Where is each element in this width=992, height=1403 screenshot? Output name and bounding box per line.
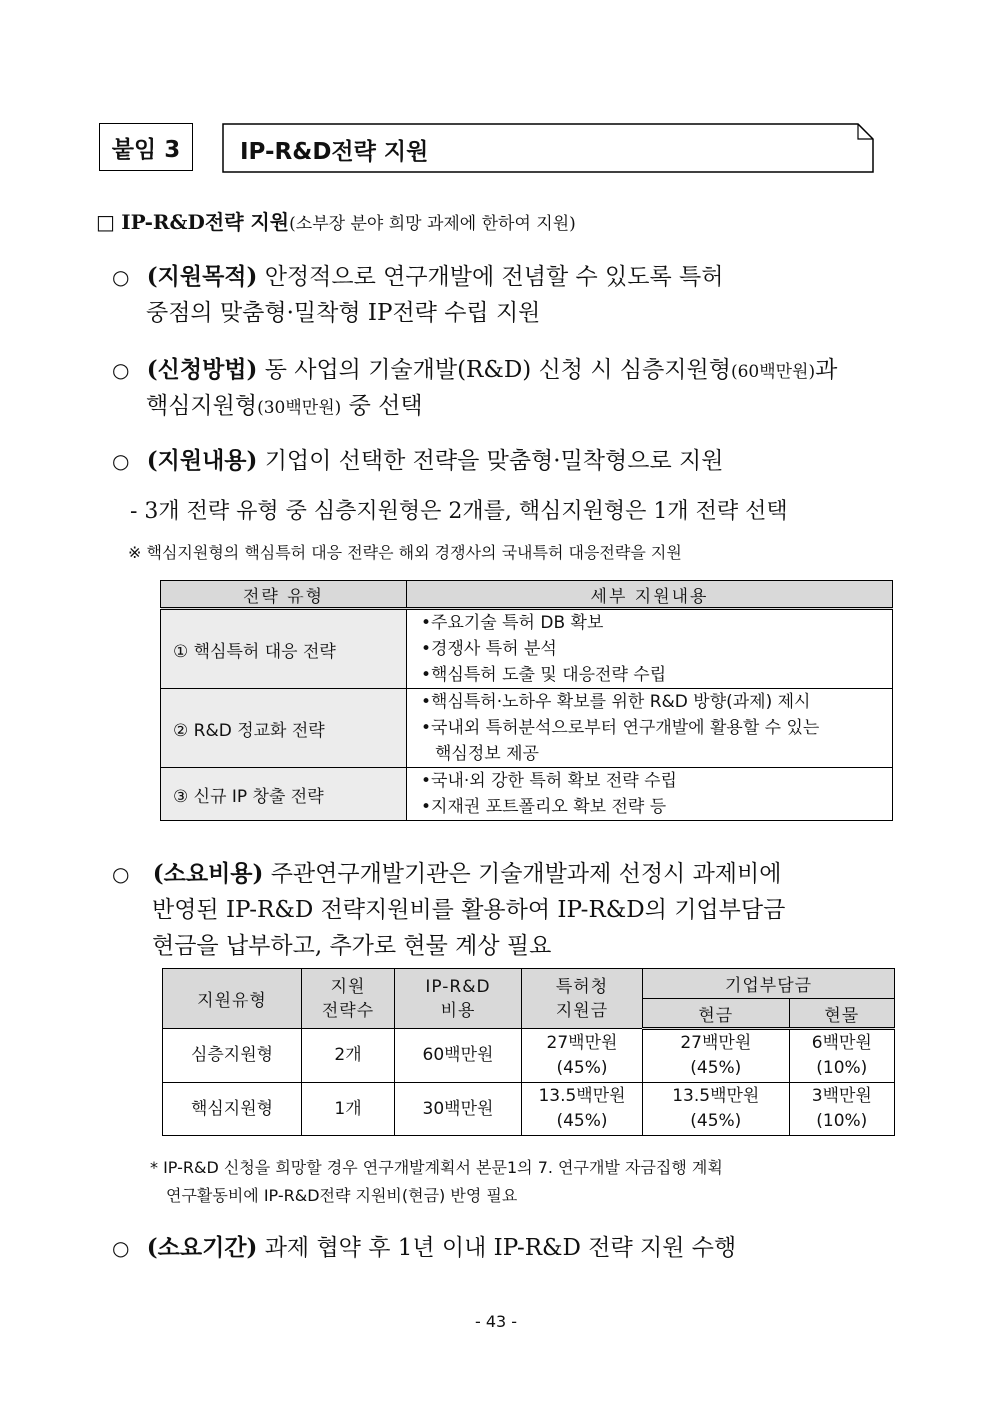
cell-line: 27백만원 <box>680 1033 752 1053</box>
column-header: 세부 지원내용 <box>407 581 893 609</box>
cell-line: 13.5백만원 <box>538 1086 626 1106</box>
table-row <box>163 1083 895 1136</box>
header-line: 전략수 <box>321 1000 375 1021</box>
bullet-purpose-line2: 중점의 맞춤형·밀착형 IP전략 수립 지원 <box>146 300 541 326</box>
column-header: 현물 <box>789 999 894 1029</box>
detail-item: •국내외 특허분석으로부터 연구개발에 활용할 수 있는 <box>421 718 820 738</box>
bullet-text: 주관연구개발기관은 기술개발과제 선정시 과제비에 <box>263 861 782 887</box>
strategy-table <box>160 580 893 821</box>
column-header: 현금 <box>643 999 790 1029</box>
table-row <box>163 1029 895 1083</box>
table-row <box>161 689 893 768</box>
title-box <box>222 123 874 173</box>
cell-kipo <box>522 1029 643 1083</box>
attachment-label: 붙임 3 <box>99 123 193 171</box>
cell-line: (10%) <box>816 1111 868 1131</box>
page-number: - 43 - <box>474 1312 518 1331</box>
bullet-text: 과제 협약 후 1년 이내 IP-R&D 전략 지원 수행 <box>257 1235 737 1261</box>
checkbox-glyph: □ <box>96 210 115 234</box>
strategy-type: ② R&D 정교화 전략 <box>161 689 407 768</box>
strategy-details <box>407 609 893 689</box>
detail-item: •경쟁사 특허 분석 <box>421 639 557 659</box>
note-text: ※ 핵심지원형의 핵심특허 대응 전략은 해외 경쟁사의 국내특허 대응전략을 지원 <box>128 543 682 562</box>
dash-item: - 3개 전략 유형 중 심층지원형은 2개를, 핵심지원형은 1개 전략 선택 <box>130 499 788 524</box>
detail-item: •지재권 포트폴리오 확보 전략 등 <box>421 797 667 817</box>
header-line: IP-R&D <box>425 976 491 997</box>
cell-line: 3백만원 <box>811 1086 872 1106</box>
cell-line: (10%) <box>816 1058 868 1078</box>
bullet-marker: ○ <box>112 449 130 473</box>
bullet-period <box>112 1229 736 1262</box>
bullet-text-small: (60백만원) <box>730 362 816 382</box>
header-line: 지원금 <box>555 1000 609 1021</box>
bullet-marker: ○ <box>112 862 130 886</box>
table-header-row <box>163 969 895 999</box>
detail-item: •주요기술 특허 DB 확보 <box>421 613 604 633</box>
bullet-text: 동 사업의 기술개발(R&D) 신청 시 심층지원형 <box>257 357 731 383</box>
table-row <box>161 768 893 821</box>
cell-line: 13.5백만원 <box>672 1086 760 1106</box>
bullet-marker: ○ <box>112 265 130 289</box>
bullet-cost <box>112 855 781 888</box>
detail-item: 핵심정보 제공 <box>435 744 539 764</box>
bullet-marker: ○ <box>112 358 130 382</box>
bullet-content <box>112 442 723 475</box>
cell-cost: 60백만원 <box>395 1029 522 1083</box>
cell-line: 27백만원 <box>546 1032 618 1053</box>
column-header: 지원유형 <box>163 969 302 1029</box>
detail-item: •핵심특허 도출 및 대응전략 수립 <box>421 665 667 685</box>
bullet-label: (소요기간) <box>146 1234 258 1261</box>
cell-cash <box>643 1029 790 1083</box>
table-header-row <box>161 581 893 609</box>
column-header: 전략 유형 <box>161 581 407 609</box>
footnote: * IP-R&D 신청을 희망할 경우 연구개발계획서 본문1의 7. 연구개발 자금집행 계획 <box>150 1158 723 1177</box>
bullet-text: 중 선택 <box>341 393 423 419</box>
section-subtitle: (소부장 분야 희망 과제에 한하여 지원) <box>289 214 576 234</box>
cost-table <box>162 968 895 1136</box>
detail-item: •국내·외 강한 특허 확보 전략 수립 <box>421 771 677 791</box>
bullet-method-line2 <box>146 387 423 420</box>
bullet-label: (신청방법) <box>146 356 258 383</box>
bullet-label: (지원내용) <box>146 447 258 474</box>
cell-line: (45%) <box>690 1111 742 1131</box>
cell-inkind <box>789 1083 894 1136</box>
strategy-type: ③ 신규 IP 창출 전략 <box>161 768 407 821</box>
cell-line: 6백만원 <box>811 1033 872 1053</box>
bullet-text-small: (30백만원) <box>257 398 342 418</box>
bullet-text: 핵심지원형 <box>146 393 258 419</box>
header-line: 특허청 <box>555 976 609 997</box>
bullet-cost-line2: 반영된 IP-R&D 전략지원비를 활용하여 IP-R&D의 기업부담금 <box>152 897 786 923</box>
strategy-type: ① 핵심특허 대응 전략 <box>161 609 407 689</box>
cell-cost: 30백만원 <box>395 1083 522 1136</box>
cell-type: 핵심지원형 <box>163 1083 302 1136</box>
column-header <box>522 969 643 1029</box>
column-header: 기업부담금 <box>643 969 895 999</box>
bullet-text: 과 <box>815 357 838 383</box>
section-title: IP-R&D전략 지원 <box>121 210 290 234</box>
bullet-label: (소요비용) <box>152 860 264 887</box>
cell-type: 심층지원형 <box>163 1029 302 1083</box>
cell-count: 1개 <box>302 1083 395 1136</box>
header-line: 비용 <box>440 1000 476 1021</box>
cell-kipo <box>522 1083 643 1136</box>
bullet-method <box>112 351 837 384</box>
page-title: IP-R&D전략 지원 <box>240 139 429 165</box>
bullet-text: 안정적으로 연구개발에 전념할 수 있도록 특허 <box>257 264 724 290</box>
footnote-continued: 연구활동비에 IP-R&D전략 지원비(현금) 반영 필요 <box>166 1186 518 1205</box>
bullet-text: 기업이 선택한 전략을 맞춤형·밀착형으로 지원 <box>257 448 724 474</box>
header-line: 지원 <box>330 976 366 997</box>
cell-inkind <box>789 1029 894 1083</box>
cell-cash <box>643 1083 790 1136</box>
section-heading <box>96 206 576 235</box>
strategy-details <box>407 689 893 768</box>
bullet-purpose <box>112 258 723 291</box>
table-row <box>161 609 893 689</box>
cell-line: (45%) <box>556 1111 608 1131</box>
detail-item: •핵심특허·노하우 확보를 위한 R&D 방향(과제) 제시 <box>421 692 811 712</box>
cell-count: 2개 <box>302 1029 395 1083</box>
column-header <box>395 969 522 1029</box>
column-header <box>302 969 395 1029</box>
cell-line: (45%) <box>556 1057 608 1078</box>
strategy-details <box>407 768 893 821</box>
bullet-label: (지원목적) <box>146 263 258 290</box>
bullet-marker: ○ <box>112 1236 130 1260</box>
bullet-cost-line3: 현금을 납부하고, 추가로 현물 계상 필요 <box>152 933 552 959</box>
cell-line: (45%) <box>690 1058 742 1078</box>
